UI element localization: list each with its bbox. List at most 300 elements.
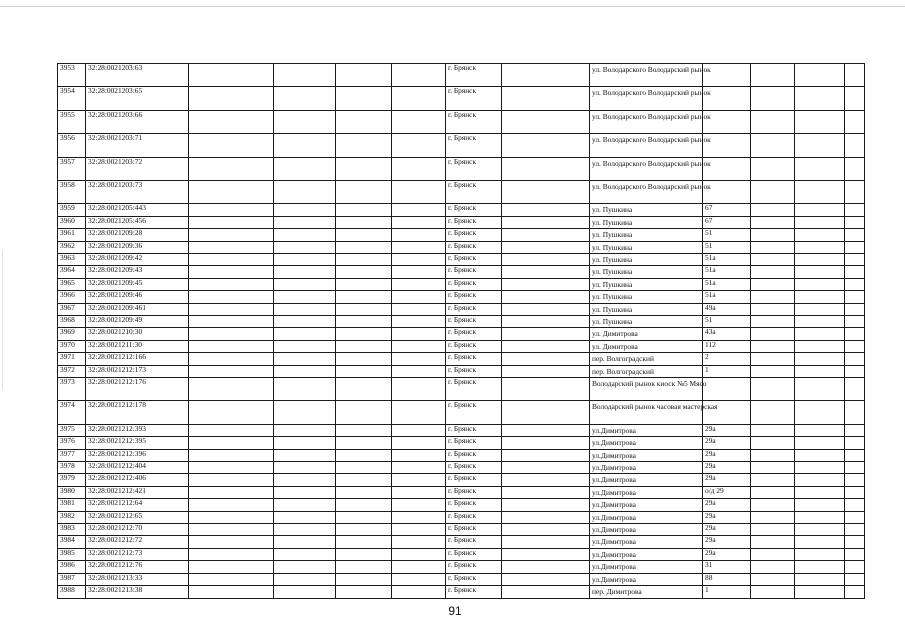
empty-cell	[189, 134, 274, 157]
house-number-cell	[703, 378, 751, 401]
empty-cell	[336, 378, 392, 401]
table-row	[58, 340, 865, 352]
city-cell: г. Брянск	[446, 437, 502, 449]
empty-cell	[189, 536, 274, 548]
empty-cell	[845, 365, 865, 377]
empty-cell	[189, 180, 274, 203]
empty-cell	[795, 486, 845, 498]
empty-cell	[189, 328, 274, 340]
cadastral-number-cell: 32:28:0021211:30	[86, 340, 189, 352]
empty-cell	[845, 180, 865, 203]
address-cell: ул. Володарского Володарский рынок	[590, 157, 703, 180]
city-cell: г. Брянск	[446, 340, 502, 352]
cadastral-number-cell: 32:28:0021209:43	[86, 266, 189, 278]
address-cell: ул. Пушкина	[590, 303, 703, 315]
cadastral-number-cell: 32:28:0021209:461	[86, 303, 189, 315]
row-number-cell: 3960	[58, 216, 86, 228]
address-cell: ул. Пушкина	[590, 241, 703, 253]
city-cell: г. Брянск	[446, 462, 502, 474]
empty-cell	[274, 180, 336, 203]
cadastral-number-cell: 32:28:0021203:66	[86, 110, 189, 133]
empty-cell	[502, 499, 590, 511]
empty-cell	[189, 524, 274, 536]
empty-cell	[751, 87, 795, 110]
empty-cell	[274, 401, 336, 424]
table-row	[58, 157, 865, 180]
empty-cell	[189, 573, 274, 585]
empty-cell	[274, 524, 336, 536]
row-number-cell: 3956	[58, 134, 86, 157]
empty-cell	[845, 499, 865, 511]
empty-cell	[336, 64, 392, 87]
table-row	[58, 499, 865, 511]
empty-cell	[392, 378, 446, 401]
row-number-cell: 3957	[58, 157, 86, 180]
row-number-cell: 3983	[58, 524, 86, 536]
empty-cell	[845, 353, 865, 365]
table-row	[58, 511, 865, 523]
city-cell: г. Брянск	[446, 316, 502, 328]
row-number-cell: 3978	[58, 462, 86, 474]
address-cell: ул. Володарского Володарский рынок	[590, 87, 703, 110]
city-cell: г. Брянск	[446, 204, 502, 216]
house-number-cell: 51а	[703, 291, 751, 303]
empty-cell	[845, 316, 865, 328]
empty-cell	[845, 401, 865, 424]
empty-cell	[336, 110, 392, 133]
city-cell: г. Брянск	[446, 253, 502, 265]
empty-cell	[502, 353, 590, 365]
table-row	[58, 278, 865, 290]
table-row	[58, 378, 865, 401]
empty-cell	[392, 536, 446, 548]
house-number-cell: 51	[703, 241, 751, 253]
city-cell: г. Брянск	[446, 157, 502, 180]
table-row	[58, 462, 865, 474]
table-row	[58, 64, 865, 87]
cadastral-number-cell: 32:28:0021212:178	[86, 401, 189, 424]
empty-cell	[751, 316, 795, 328]
empty-cell	[502, 291, 590, 303]
empty-cell	[189, 353, 274, 365]
cadastral-number-cell: 32:28:0021212:176	[86, 378, 189, 401]
address-cell: ул. Пушкина	[590, 229, 703, 241]
empty-cell	[795, 586, 845, 598]
empty-cell	[392, 180, 446, 203]
row-number-cell: 3972	[58, 365, 86, 377]
table-row	[58, 291, 865, 303]
house-number-cell: 43а	[703, 328, 751, 340]
empty-cell	[336, 462, 392, 474]
empty-cell	[189, 365, 274, 377]
row-number-cell: 3980	[58, 486, 86, 498]
empty-cell	[274, 340, 336, 352]
empty-cell	[795, 401, 845, 424]
empty-cell	[336, 511, 392, 523]
empty-cell	[336, 449, 392, 461]
cadastral-number-cell: 32:28:0021212:396	[86, 449, 189, 461]
empty-cell	[502, 266, 590, 278]
empty-cell	[336, 365, 392, 377]
empty-cell	[392, 365, 446, 377]
cadastral-number-cell: 32:28:0021212:64	[86, 499, 189, 511]
empty-cell	[502, 278, 590, 290]
empty-cell	[274, 437, 336, 449]
cadastral-number-cell: 32:28:0021212:70	[86, 524, 189, 536]
empty-cell	[751, 291, 795, 303]
empty-cell	[336, 216, 392, 228]
empty-cell	[502, 64, 590, 87]
empty-cell	[336, 180, 392, 203]
empty-cell	[274, 462, 336, 474]
empty-cell	[751, 573, 795, 585]
row-number-cell: 3976	[58, 437, 86, 449]
empty-cell	[336, 157, 392, 180]
empty-cell	[189, 561, 274, 573]
row-number-cell: 3967	[58, 303, 86, 315]
cadastral-number-cell: 32:28:0021213:38	[86, 586, 189, 598]
empty-cell	[189, 110, 274, 133]
empty-cell	[274, 266, 336, 278]
cadastral-number-cell: 32:28:0021212:173	[86, 365, 189, 377]
empty-cell	[795, 180, 845, 203]
address-cell: ул.Димитрова	[590, 437, 703, 449]
table-row	[58, 586, 865, 598]
empty-cell	[751, 216, 795, 228]
empty-cell	[336, 134, 392, 157]
empty-cell	[751, 204, 795, 216]
empty-cell	[392, 110, 446, 133]
empty-cell	[795, 437, 845, 449]
city-cell: г. Брянск	[446, 378, 502, 401]
city-cell: г. Брянск	[446, 474, 502, 486]
cadastral-number-cell: 32:28:0021205:443	[86, 204, 189, 216]
empty-cell	[274, 134, 336, 157]
empty-cell	[751, 548, 795, 560]
city-cell: г. Брянск	[446, 266, 502, 278]
empty-cell	[502, 157, 590, 180]
empty-cell	[392, 437, 446, 449]
empty-cell	[502, 524, 590, 536]
address-cell: ул. Володарского Володарский рынок	[590, 110, 703, 133]
empty-cell	[189, 449, 274, 461]
empty-cell	[274, 511, 336, 523]
empty-cell	[336, 499, 392, 511]
empty-cell	[795, 134, 845, 157]
empty-cell	[274, 316, 336, 328]
empty-cell	[795, 110, 845, 133]
cadastral-number-cell: 32:28:0021209:42	[86, 253, 189, 265]
empty-cell	[274, 303, 336, 315]
house-number-cell: о/д 29	[703, 486, 751, 498]
empty-cell	[795, 303, 845, 315]
empty-cell	[751, 266, 795, 278]
empty-cell	[795, 424, 845, 436]
cadastral-number-cell: 32:28:0021212:76	[86, 561, 189, 573]
empty-cell	[274, 328, 336, 340]
empty-cell	[189, 378, 274, 401]
empty-cell	[274, 424, 336, 436]
cadastral-number-cell: 32:28:0021209:46	[86, 291, 189, 303]
empty-cell	[845, 64, 865, 87]
empty-cell	[502, 365, 590, 377]
city-cell: г. Брянск	[446, 511, 502, 523]
empty-cell	[502, 303, 590, 315]
table-row	[58, 548, 865, 560]
empty-cell	[189, 229, 274, 241]
empty-cell	[845, 266, 865, 278]
empty-cell	[392, 87, 446, 110]
address-cell: ул. Пушкина	[590, 266, 703, 278]
row-number-cell: 3984	[58, 536, 86, 548]
empty-cell	[845, 437, 865, 449]
row-number-cell: 3963	[58, 253, 86, 265]
empty-cell	[189, 462, 274, 474]
row-number-cell: 3965	[58, 278, 86, 290]
table-row	[58, 216, 865, 228]
empty-cell	[189, 253, 274, 265]
house-number-cell: 51	[703, 316, 751, 328]
empty-cell	[274, 64, 336, 87]
empty-cell	[751, 278, 795, 290]
empty-cell	[751, 241, 795, 253]
address-cell: пер. Волгоградский	[590, 353, 703, 365]
empty-cell	[502, 586, 590, 598]
row-number-cell: 3987	[58, 573, 86, 585]
empty-cell	[189, 424, 274, 436]
empty-cell	[189, 499, 274, 511]
empty-cell	[189, 511, 274, 523]
address-cell: пер. Димитрова	[590, 586, 703, 598]
address-cell: ул. Володарского Володарский рынок	[590, 134, 703, 157]
empty-cell	[795, 462, 845, 474]
empty-cell	[845, 229, 865, 241]
city-cell: г. Брянск	[446, 424, 502, 436]
scan-margin-mark	[2, 250, 3, 390]
row-number-cell: 3986	[58, 561, 86, 573]
empty-cell	[751, 536, 795, 548]
row-number-cell: 3955	[58, 110, 86, 133]
empty-cell	[751, 353, 795, 365]
house-number-cell: 2	[703, 353, 751, 365]
empty-cell	[392, 511, 446, 523]
cadastral-number-cell: 32:28:0021212:395	[86, 437, 189, 449]
house-number-cell: 112	[703, 340, 751, 352]
address-cell: ул.Димитрова	[590, 462, 703, 474]
empty-cell	[274, 87, 336, 110]
empty-cell	[502, 316, 590, 328]
empty-cell	[845, 291, 865, 303]
cadastral-number-cell: 32:28:0021203:73	[86, 180, 189, 203]
cadastral-number-cell: 32:28:0021212:65	[86, 511, 189, 523]
city-cell: г. Брянск	[446, 449, 502, 461]
empty-cell	[392, 499, 446, 511]
empty-cell	[392, 548, 446, 560]
empty-cell	[336, 524, 392, 536]
empty-cell	[845, 462, 865, 474]
city-cell: г. Брянск	[446, 134, 502, 157]
row-number-cell: 3975	[58, 424, 86, 436]
cadastral-number-cell: 32:28:0021209:36	[86, 241, 189, 253]
empty-cell	[795, 241, 845, 253]
house-number-cell: 29а	[703, 437, 751, 449]
empty-cell	[751, 524, 795, 536]
empty-cell	[502, 401, 590, 424]
empty-cell	[502, 328, 590, 340]
row-number-cell: 3961	[58, 229, 86, 241]
empty-cell	[189, 64, 274, 87]
empty-cell	[336, 424, 392, 436]
empty-cell	[336, 561, 392, 573]
address-cell: ул. Пушкина	[590, 316, 703, 328]
empty-cell	[336, 316, 392, 328]
empty-cell	[502, 474, 590, 486]
empty-cell	[274, 536, 336, 548]
empty-cell	[845, 548, 865, 560]
table-row	[58, 365, 865, 377]
empty-cell	[845, 561, 865, 573]
empty-cell	[845, 340, 865, 352]
row-number-cell: 3974	[58, 401, 86, 424]
empty-cell	[189, 474, 274, 486]
row-number-cell: 3954	[58, 87, 86, 110]
empty-cell	[336, 204, 392, 216]
row-number-cell: 3977	[58, 449, 86, 461]
row-number-cell: 3966	[58, 291, 86, 303]
empty-cell	[751, 253, 795, 265]
row-number-cell: 3964	[58, 266, 86, 278]
city-cell: г. Брянск	[446, 64, 502, 87]
city-cell: г. Брянск	[446, 110, 502, 133]
address-cell: ул. Пушкина	[590, 253, 703, 265]
empty-cell	[751, 462, 795, 474]
scan-edge-line	[0, 6, 905, 7]
table-row	[58, 253, 865, 265]
empty-cell	[336, 241, 392, 253]
empty-cell	[274, 499, 336, 511]
empty-cell	[392, 524, 446, 536]
empty-cell	[751, 511, 795, 523]
empty-cell	[751, 378, 795, 401]
table-row	[58, 180, 865, 203]
empty-cell	[392, 157, 446, 180]
house-number-cell: 29а	[703, 424, 751, 436]
empty-cell	[274, 229, 336, 241]
table-row	[58, 110, 865, 133]
empty-cell	[189, 437, 274, 449]
empty-cell	[392, 573, 446, 585]
cadastral-number-cell: 32:28:0021205:456	[86, 216, 189, 228]
empty-cell	[189, 278, 274, 290]
empty-cell	[502, 462, 590, 474]
empty-cell	[336, 486, 392, 498]
house-number-cell: 49а	[703, 303, 751, 315]
empty-cell	[336, 401, 392, 424]
city-cell: г. Брянск	[446, 87, 502, 110]
empty-cell	[392, 486, 446, 498]
empty-cell	[336, 266, 392, 278]
empty-cell	[336, 437, 392, 449]
empty-cell	[392, 204, 446, 216]
empty-cell	[392, 253, 446, 265]
empty-cell	[274, 353, 336, 365]
city-cell: г. Брянск	[446, 586, 502, 598]
house-number-cell: 31	[703, 561, 751, 573]
table-row	[58, 449, 865, 461]
empty-cell	[845, 216, 865, 228]
empty-cell	[502, 573, 590, 585]
empty-cell	[392, 303, 446, 315]
empty-cell	[502, 87, 590, 110]
empty-cell	[751, 328, 795, 340]
empty-cell	[845, 474, 865, 486]
row-number-cell: 3970	[58, 340, 86, 352]
address-cell: ул.Димитрова	[590, 474, 703, 486]
table-row	[58, 474, 865, 486]
empty-cell	[795, 64, 845, 87]
empty-cell	[392, 462, 446, 474]
empty-cell	[795, 316, 845, 328]
empty-cell	[795, 378, 845, 401]
empty-cell	[392, 266, 446, 278]
cadastral-number-cell: 32:28:0021203:71	[86, 134, 189, 157]
empty-cell	[392, 424, 446, 436]
empty-cell	[795, 524, 845, 536]
empty-cell	[189, 548, 274, 560]
page-number: 91	[448, 604, 462, 618]
empty-cell	[751, 401, 795, 424]
table-row	[58, 401, 865, 424]
empty-cell	[795, 573, 845, 585]
table-row	[58, 134, 865, 157]
empty-cell	[845, 87, 865, 110]
empty-cell	[336, 278, 392, 290]
row-number-cell: 3982	[58, 511, 86, 523]
empty-cell	[392, 278, 446, 290]
empty-cell	[336, 474, 392, 486]
empty-cell	[274, 573, 336, 585]
empty-cell	[274, 278, 336, 290]
empty-cell	[336, 548, 392, 560]
cadastral-number-cell: 32:28:0021212:404	[86, 462, 189, 474]
city-cell: г. Брянск	[446, 573, 502, 585]
table-row	[58, 266, 865, 278]
empty-cell	[751, 474, 795, 486]
table-row	[58, 241, 865, 253]
empty-cell	[392, 449, 446, 461]
empty-cell	[392, 64, 446, 87]
address-cell: ул.Димитрова	[590, 524, 703, 536]
address-cell: ул. Пушкина	[590, 278, 703, 290]
empty-cell	[845, 303, 865, 315]
city-cell: г. Брянск	[446, 401, 502, 424]
empty-cell	[502, 449, 590, 461]
house-number-cell: 51а	[703, 278, 751, 290]
city-cell: г. Брянск	[446, 328, 502, 340]
house-number-cell: 67	[703, 216, 751, 228]
empty-cell	[274, 241, 336, 253]
city-cell: г. Брянск	[446, 353, 502, 365]
house-number-cell: 29а	[703, 449, 751, 461]
table-row	[58, 316, 865, 328]
empty-cell	[845, 486, 865, 498]
empty-cell	[845, 241, 865, 253]
empty-cell	[502, 548, 590, 560]
house-number-cell: 1	[703, 586, 751, 598]
row-number-cell: 3981	[58, 499, 86, 511]
empty-cell	[274, 253, 336, 265]
address-cell: ул.Димитрова	[590, 449, 703, 461]
